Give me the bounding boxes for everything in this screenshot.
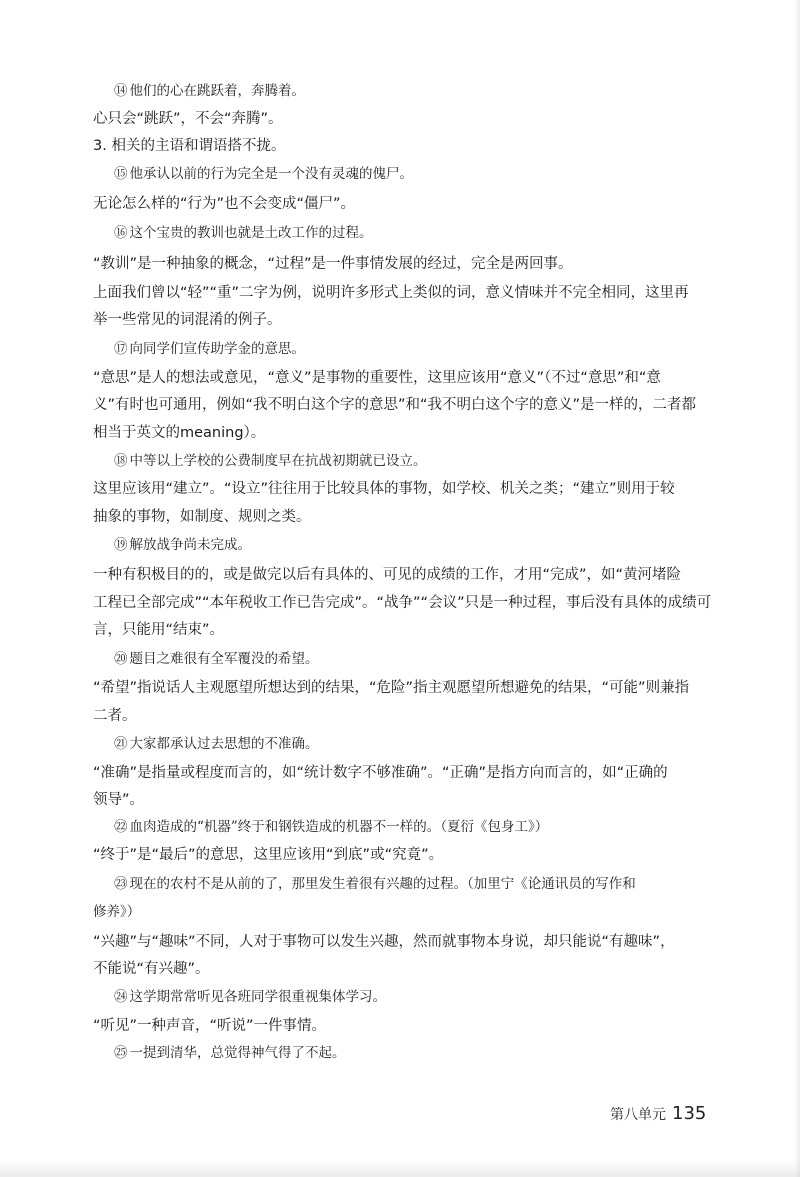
line-text: “教训”是一种抽象的概念，“过程”是一件事情发展的经过，完全是两回事。 [93,256,573,272]
example-number: ⑮ [114,166,128,182]
body-text-line [93,423,265,443]
line-text: 他承认以前的行为完全是一个没有灵魂的傀尸。 [129,166,413,182]
line-text: 修养》） [93,904,141,920]
line-text: 大家都承认过去思想的不准确。 [129,736,319,752]
line-text: 领导”。 [93,792,145,808]
example-sentence [114,1043,346,1063]
body-text-line [93,790,144,810]
line-text: 这学期常常听见各班同学很重视集体学习。 [129,989,386,1005]
example-sentence [114,734,319,754]
body-text-line [93,283,689,303]
line-text: 解放战争尚未完成。 [129,537,251,553]
example-number: ⑲ [114,537,128,553]
line-text: “意思”是人的想法或意见，“意义”是事物的重要性，这里应该用“意义”（不过“意思”和“意 [93,370,661,386]
page-footer [610,1103,706,1124]
line-text: 题目之难很有全军覆没的希望。 [129,651,319,667]
example-number: ⑳ [114,651,128,667]
line-text: 一种有积极目的的，或是做完以后有具体的、可见的成绩的工作，才用“完成”，如“黄河堵险 [93,567,682,583]
example-number: ㉒ [114,819,128,835]
example-number: ⑱ [114,453,128,469]
scan-edge-shadow [794,0,800,1177]
body-text-line [93,109,283,129]
example-number: ⑯ [114,225,128,241]
body-text-line [93,845,443,865]
body-text-line [93,593,711,613]
line-text: 相当于英文的meaning）。 [93,425,266,441]
line-text: 义”有时也可通用，例如“我不明白这个字的意思”和“我不明白这个字的意义”是一样的，二者都 [93,397,697,413]
unit-label: 第八单元 [610,1107,666,1123]
line-text: 一提到清华，总觉得神气得了不起。 [129,1045,346,1061]
body-text-line [93,678,689,698]
body-text-line [93,565,681,585]
example-number: ㉕ [114,1045,128,1061]
line-text: 3. 相关的主语和谓语搭不拢。 [93,138,286,154]
body-text-line [93,254,573,274]
line-text: “准确”是指量或程度而言的，如“统计数字不够准确”。“正确”是指方向而言的，如“正确的 [93,765,668,781]
example-sentence [114,339,305,359]
line-text: 不能说“有兴趣”。 [93,961,210,977]
line-text: 这个宝贵的教训也就是土改工作的过程。 [129,225,373,241]
page-number: 135 [672,1103,707,1124]
body-text-line [93,507,311,527]
example-number: ㉑ [114,736,128,752]
body-text-line [93,932,675,952]
example-number: ⑰ [114,341,128,357]
line-text: 血肉造成的“机器”终于和钢铁造成的机器不一样的。 [129,819,441,835]
example-sentence [114,535,251,555]
line-text: 言，只能用“结束”。 [93,622,225,638]
example-sentence [114,817,548,837]
line-text: 无论怎么样的“行为”也不会变成“僵尸”。 [93,196,356,212]
line-text: “兴趣”与“趣味”不同，人对于事物可以发生兴趣，然而就事物本身说，却只能说“有趣味”， [93,934,675,950]
line-text: 向同学们宣传助学金的意思。 [129,341,305,357]
line-text: 这里应该用“建立”。“设立”往往用于比较具体的事物，如学校、机关之类；“建立”则用于较 [93,481,675,497]
example-sentence [114,649,319,669]
example-sentence [114,223,373,243]
body-text-line [93,706,137,726]
body-text-line [93,620,224,640]
line-text: 上面我们曾以“轻”“重”二字为例，说明许多形式上类似的词，意义情味并不完全相同，这里再 [93,285,689,301]
line-text: 现在的农村不是从前的了，那里发生着很有兴趣的过程。 [129,876,467,892]
line-text: “希望”指说话人主观愿望所想达到的结果，“危险”指主观愿望所想避免的结果，“可能”则兼指 [93,680,690,696]
body-text-line [93,310,282,330]
line-text: “听见”一种声音，“听说”一件事情。 [93,1018,327,1034]
body-text-line [93,763,668,783]
example-sentence [114,164,413,184]
example-sentence [114,874,636,894]
body-text-line [93,1016,326,1036]
body-text-line [93,368,661,388]
example-sentence [114,987,386,1007]
line-text: 举一些常见的词混淆的例子。 [93,312,282,328]
example-number: ⑭ [114,83,128,99]
example-sentence [93,902,140,922]
line-text: 中等以上学校的公费制度早在抗战初期就已设立。 [129,453,427,469]
body-text-line [93,194,355,214]
scan-bottom-shadow [0,1159,800,1177]
example-number: ㉔ [114,989,128,1005]
line-text: 抽象的事物，如制度、规则之类。 [93,509,311,525]
example-sentence [114,81,305,101]
example-sentence [114,451,427,471]
line-text: 二者。 [93,708,137,724]
line-text: 他们的心在跳跃着，奔腾着。 [129,83,305,99]
body-text-line [93,395,696,415]
body-text-line [93,136,285,156]
body-text-line [93,479,675,499]
line-text: “终于”是“最后”的意思，这里应该用“到底”或“究竟”。 [93,847,444,863]
line-text: 心只会“跳跃”，不会“奔腾”。 [93,111,283,127]
body-text-line [93,959,210,979]
example-number: ㉓ [114,876,128,892]
line-text: 工程已全部完成”“本年税收工作已告完成”。“战争”“会议”只是一种过程，事后没有具体的成绩可 [93,595,712,611]
source-citation: （加里宁《论通讯员的写作和 [467,876,636,892]
source-citation: （夏衍《包身工》） [440,819,549,835]
